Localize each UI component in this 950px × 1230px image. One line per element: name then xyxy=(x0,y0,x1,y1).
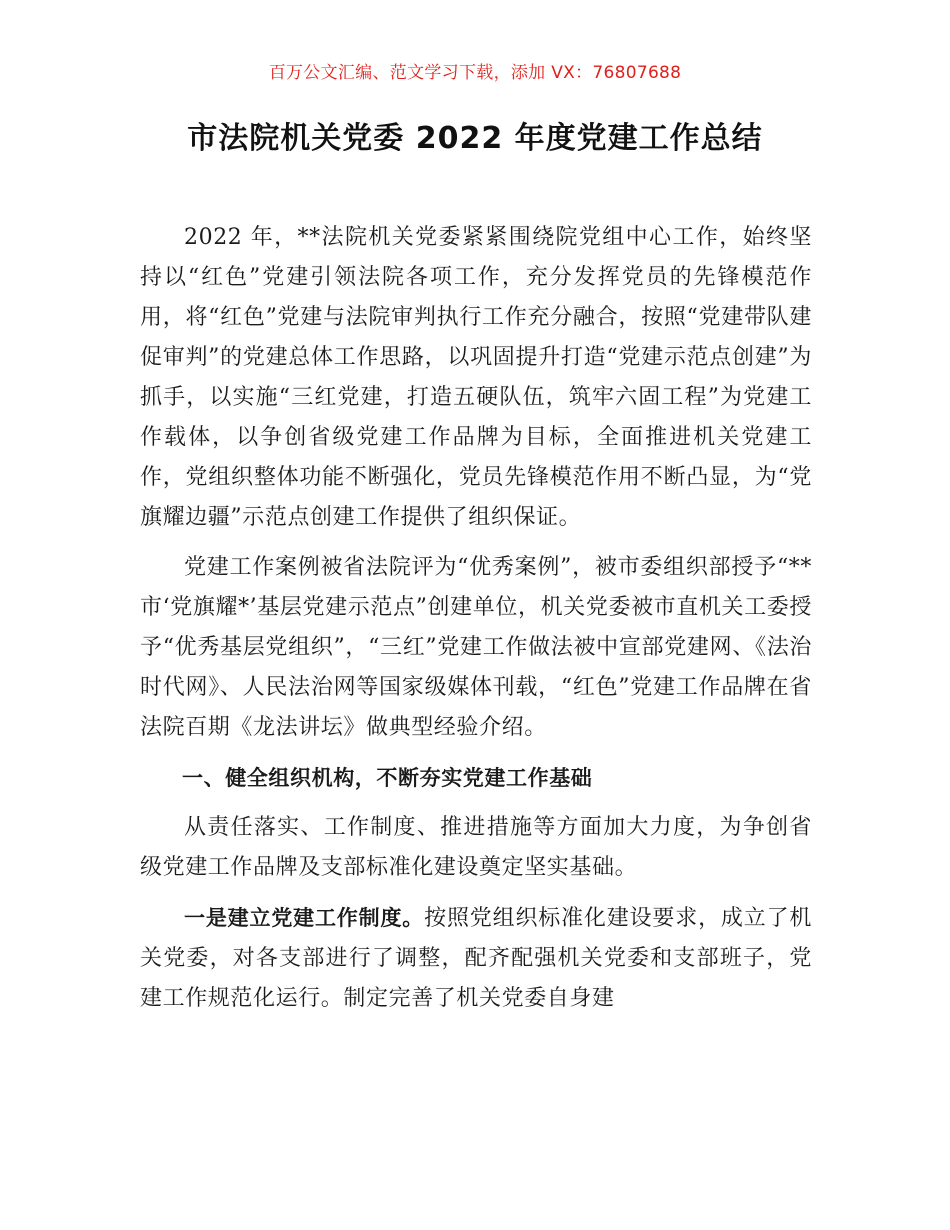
item-1-text: 按照党组织标准化建设要求，成立了机关党委，对各支部进行了调整，配齐配强机关党委和支部班子，党建工作规范化运行。制定完善了机关党委自身建 xyxy=(140,906,812,1011)
paragraph-intro: 2022 年，**法院机关党委紧紧围绕院党组中心工作，始终坚持以“红色”党建引领法院各项工作，充分发挥党员的先锋模范作用，将“红色”党建与法院审判执行工作充分融合，按照“党建带队建促审判”的党建总体工作思路，以巩固提升打造“党建示范点创建”为抓手，以实施“三红党建，打造五硬队伍，筑牢六固工程”为党建工作载体，以争创省级党建工作品牌为目标，全面推进机关党建工作，党组织整体功能不断强化，党员先锋模范作用不断凸显，为“党旗耀边疆”示范点创建工作提供了组织保证。 xyxy=(140,225,812,530)
paragraph-achievements: 党建工作案例被省法院评为“优秀案例”，被市委组织部授予“**市‘党旗耀*’基层党建示范点”创建单位，机关党委被市直机关工委授予“优秀基层党组织”，“三红”党建工作做法被中宣部党建网、《法治时代网》、人民法治网等国家级媒体刊载，“红色”党建工作品牌在省法院百期《龙法讲坛》做典型经验介绍。 xyxy=(140,555,812,740)
section-heading-1: 一、健全组织机构，不断夯实党建工作基础 xyxy=(182,766,593,790)
section-1-item-1 xyxy=(140,898,812,1019)
item-1-lead: 一是建立党建工作制度。 xyxy=(184,906,425,930)
document-title: 市法院机关党委 2022 年度党建工作总结 xyxy=(187,121,763,156)
document-body xyxy=(140,218,812,1029)
section-1-intro: 从责任落实、工作制度、推进措施等方面加大力度，为争创省级党建工作品牌及支部标准化建设奠定坚实基础。 xyxy=(140,815,812,880)
header-banner: 百万公文汇编、范文学习下载，添加 VX：76807688 xyxy=(268,63,682,83)
